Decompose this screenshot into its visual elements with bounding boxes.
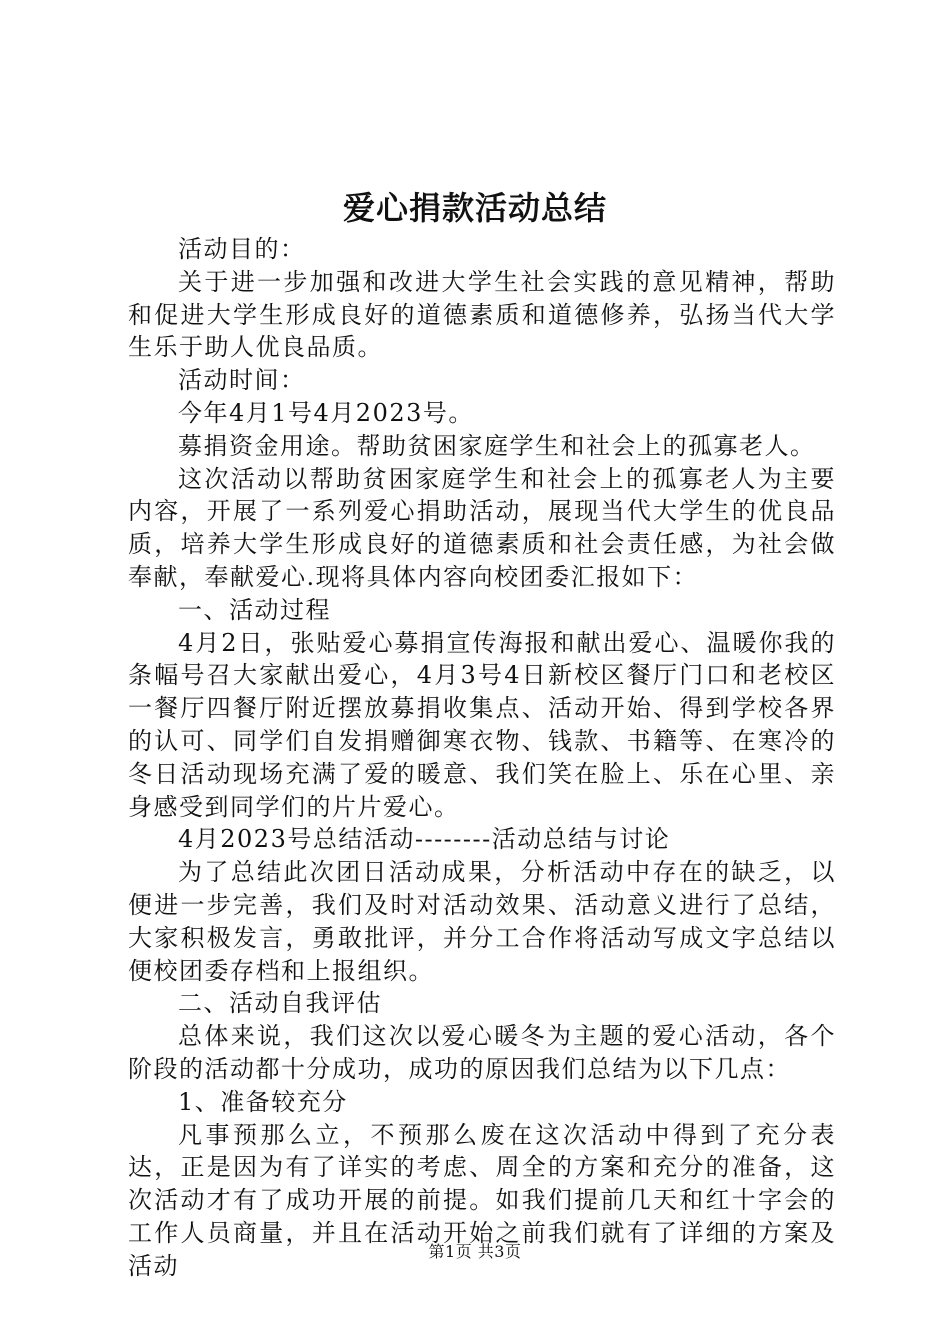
paragraph: 今年4月1号4月2023号。 xyxy=(178,398,474,427)
section-heading: 一、活动过程 xyxy=(178,595,331,624)
document-body xyxy=(128,233,836,1283)
paragraph: 4月2023号总结活动--------活动总结与讨论 xyxy=(178,825,671,854)
paragraph: 关于进一步加强和改进大学生社会实践的意见精神，帮助和促进大学生形成良好的道德素质和道德修养，弘扬当代大学生乐于助人优良品质。 xyxy=(128,267,836,362)
paragraph: 4月2日，张贴爱心募捐宣传海报和献出爱心、温暖你我的条幅号召大家献出爱心，4月3号4日新校区餐厅门口和老校区一餐厅四餐厅附近摆放募捐收集点、活动开始、得到学校各界的认可、同学们自发捐赠御寒衣物、钱款、书籍等、在寒冷的冬日活动现场充满了爱的暖意、我们笑在脸上、乐在心里、亲身感受到同学们的片片爱心。 xyxy=(128,628,836,821)
paragraph: 活动目的： xyxy=(178,235,306,263)
subsection-heading: 1、准备较充分 xyxy=(178,1087,348,1116)
page-number-footer: 第1页 共3页 xyxy=(428,1242,522,1261)
paragraph: 总体来说，我们这次以爱心暖冬为主题的爱心活动，各个阶段的活动都十分成功，成功的原因我们总结为以下几点： xyxy=(128,1022,836,1083)
paragraph: 凡事预那么立，不预那么废在这次活动中得到了充分表达，正是因为有了详实的考虑、周全的方案和充分的准备，这次活动才有了成功开展的前提。如我们提前几天和红十字会的工作人员商量，并且在活动开始之前我们就有了详细的方案及活动 xyxy=(128,1120,836,1280)
paragraph: 活动时间： xyxy=(178,366,306,395)
paragraph: 这次活动以帮助贫困家庭学生和社会上的孤寡老人为主要内容，开展了一系列爱心捐助活动，展现当代大学生的优良品质，培养大学生形成良好的道德素质和社会责任感，为社会做奉献，奉献爱心.现将具体内容向校团委汇报如下： xyxy=(128,464,836,591)
paragraph: 募捐资金用途。帮助贫困家庭学生和社会上的孤寡老人。 xyxy=(178,431,816,460)
document-title: 爱心捐款活动总结 xyxy=(342,189,607,227)
paragraph: 为了总结此次团日活动成果，分析活动中存在的缺乏，以便进一步完善，我们及时对活动效果、活动意义进行了总结，大家积极发言，勇敢批评，并分工合作将活动写成文字总结以便校团委存档和上报组织。 xyxy=(128,858,836,985)
section-heading: 二、活动自我评估 xyxy=(178,989,382,1018)
